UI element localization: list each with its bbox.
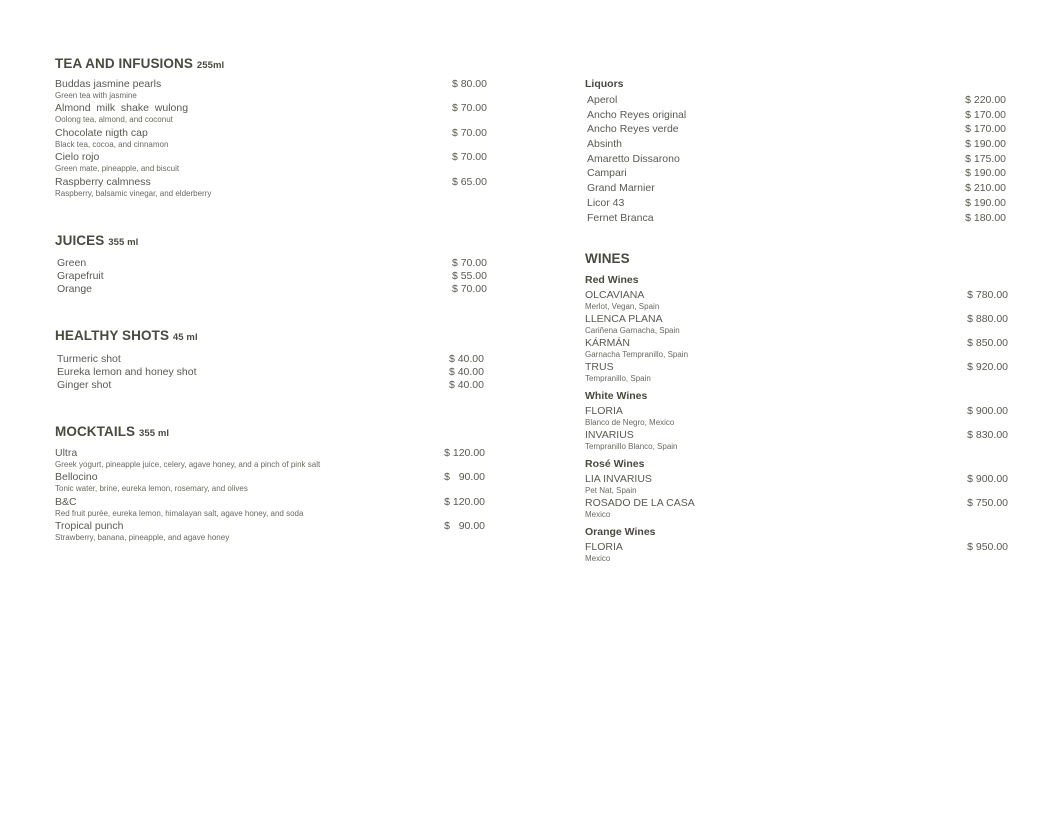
wine-group-label: Rosé Wines (585, 458, 645, 471)
item-name: INVARIUS (585, 429, 634, 442)
item-name: Chocolate nigth cap (55, 126, 148, 139)
menu-item (55, 366, 487, 379)
menu-item (55, 257, 487, 270)
item-description: Strawberry, banana, pineapple, and agave honey (55, 533, 230, 543)
item-price: $ 190.00 (965, 167, 1006, 180)
wine-group-label: White Wines (585, 390, 648, 403)
menu-item (55, 127, 487, 149)
item-name: LIA INVARIUS (585, 473, 652, 486)
liquors-section (585, 78, 1008, 226)
item-price: $ 880.00 (967, 313, 1008, 326)
item-price: $ 220.00 (965, 94, 1006, 106)
item-name: Green (57, 256, 87, 269)
shots-section (55, 327, 487, 393)
wine-group-label: Orange Wines (585, 526, 656, 539)
tea-section-title (55, 55, 487, 75)
menu-item (585, 182, 1008, 197)
item-description: Tempranillo Blanco, Spain (585, 442, 678, 452)
item-price: $ 900.00 (967, 405, 1008, 418)
item-name: LLENCA PLANA (585, 313, 663, 326)
shots-list (55, 353, 487, 393)
liquors-list (585, 94, 1008, 226)
item-price: $ 190.00 (965, 138, 1006, 151)
menu-item (585, 167, 1008, 182)
item-description: Pet Nat, Spain (585, 486, 637, 496)
item-price: $ 850.00 (967, 337, 1008, 350)
item-price: $ 40.00 (448, 379, 484, 392)
item-name: Fernet Branca (587, 211, 654, 224)
menu-item (585, 109, 1008, 124)
juices-section-title (55, 232, 487, 252)
item-name: Ginger shot (57, 379, 112, 392)
item-name: B&C (55, 495, 77, 508)
menu-item (55, 447, 487, 469)
item-name: Campari (587, 167, 627, 180)
item-description: Mexico (585, 554, 611, 564)
menu-item (585, 197, 1008, 212)
wine-item (585, 337, 1008, 359)
item-name: Amaretto Dissarono (587, 152, 680, 165)
wine-item (585, 289, 1008, 311)
item-name: Ancho Reyes original (587, 108, 687, 121)
item-price: $ 180.00 (965, 211, 1006, 224)
liquors-title: Liquors (585, 78, 624, 90)
item-price: $ 65.00 (451, 175, 487, 188)
item-price: $ 920.00 (967, 361, 1008, 374)
wine-item (585, 313, 1008, 335)
item-price: $ 120.00 (444, 446, 485, 459)
item-price: $ 70.00 (451, 126, 487, 139)
item-description: Blanco de Negro, Mexico (585, 418, 675, 428)
shots-title-text: HEALTHY SHOTS (55, 327, 170, 343)
item-name: Orange (57, 283, 93, 296)
item-price: $ 900.00 (967, 473, 1008, 486)
item-name: Absinth (587, 138, 623, 151)
item-name: KÁRMÁN (585, 337, 630, 350)
item-description: Black tea, cocoa, and cinnamon (55, 139, 169, 149)
mocktails-list (55, 447, 487, 543)
tea-unit: 255ml (196, 60, 225, 71)
item-description: Greek yogurt, pineapple juice, celery, agave honey, and a pinch of pink salt (55, 459, 321, 469)
menu-item (585, 153, 1008, 168)
item-name: Cielo rojo (55, 151, 100, 163)
mocktails-section-title (55, 423, 487, 443)
item-price: $ 210.00 (965, 182, 1006, 195)
item-description: Green tea with jasmine (55, 90, 137, 100)
item-name: Almond milk shake wulong (55, 102, 189, 114)
left-column (55, 55, 487, 545)
item-name: FLORIA (585, 541, 623, 554)
item-price: $ 70.00 (451, 256, 487, 269)
menu-item (55, 151, 487, 173)
menu-item (55, 78, 487, 100)
item-name: Turmeric shot (57, 352, 121, 365)
item-price: $ 780.00 (967, 289, 1008, 302)
item-name: Ancho Reyes verde (587, 123, 679, 136)
menu-item (55, 379, 487, 392)
wine-group-label: Red Wines (585, 274, 639, 287)
item-price: $ 40.00 (448, 366, 484, 379)
item-name: Ultra (55, 446, 78, 459)
item-price: $ 70.00 (451, 102, 487, 114)
item-name: Grand Marnier (587, 182, 655, 195)
item-description: Red fruit purée, eureka lemon, himalayan salt, agave honey, and soda (55, 508, 304, 518)
item-description: Tempranillo, Spain (585, 374, 651, 384)
item-price: $ 170.00 (965, 123, 1006, 136)
menu-item (55, 471, 487, 493)
wines-section-title: WINES (585, 251, 630, 267)
item-price: $ 120.00 (444, 495, 485, 508)
item-name: Tropical punch (55, 520, 124, 533)
item-price: $ 175.00 (965, 152, 1006, 165)
menu-item (55, 102, 487, 124)
item-description: Garnacha Tempranillo, Spain (585, 350, 689, 360)
item-name: Aperol (587, 94, 618, 106)
wine-item (585, 497, 1008, 519)
shots-section-title (55, 327, 487, 347)
item-price: $ 90.00 (444, 471, 485, 484)
juices-title-text: JUICES (55, 232, 105, 248)
mocktails-section (55, 423, 487, 543)
item-price: $ 80.00 (451, 77, 487, 90)
item-price: $ 55.00 (451, 269, 487, 282)
wines-section (585, 250, 1008, 563)
menu-item (585, 212, 1008, 227)
menu-item (55, 353, 487, 366)
item-description: Tonic water, brine, eureka lemon, rosemary, and olives (55, 484, 248, 494)
item-name: FLORIA (585, 405, 623, 418)
menu-item (585, 138, 1008, 153)
item-price: $ 830.00 (967, 429, 1008, 442)
item-description: Oolong tea, almond, and coconut (55, 115, 173, 124)
item-description: Raspberry, balsamic vinegar, and elderberry (55, 188, 212, 198)
item-price: $ 950.00 (967, 541, 1008, 554)
item-name: TRUS (585, 361, 614, 374)
wine-item (585, 405, 1008, 427)
juices-unit: 355 ml (108, 236, 139, 248)
item-name: ROSADO DE LA CASA (585, 497, 695, 510)
item-price: $ 70.00 (451, 283, 487, 296)
item-description: Merlot, Vegan, Spain (585, 302, 660, 312)
tea-title-text: TEA AND INFUSIONS (55, 56, 193, 71)
mocktails-title-text: MOCKTAILS (55, 423, 136, 439)
item-description: Cariñena Garnacha, Spain (585, 326, 680, 336)
juices-section (55, 232, 487, 297)
item-price: $ 90.00 (444, 520, 485, 533)
menu-item (55, 496, 487, 518)
item-description: Green mate, pineapple, and biscuit (55, 164, 180, 173)
wine-item (585, 541, 1008, 563)
menu-item (585, 123, 1008, 138)
item-name: OLCAVIANA (585, 289, 645, 302)
item-name: Buddas jasmine pearls (55, 77, 162, 90)
wine-item (585, 361, 1008, 383)
menu-item (55, 176, 487, 198)
item-description: Mexico (585, 510, 611, 520)
shots-unit: 45 ml (172, 331, 198, 343)
item-price: $ 170.00 (965, 108, 1006, 121)
right-column (585, 78, 1008, 563)
item-price: $ 70.00 (451, 151, 487, 163)
item-name: Raspberry calmness (55, 175, 151, 188)
item-price: $ 750.00 (967, 497, 1008, 510)
item-price: $ 40.00 (448, 352, 484, 365)
item-name: Grapefruit (57, 269, 104, 282)
wine-item (585, 429, 1008, 451)
wine-item (585, 473, 1008, 495)
item-name: Eureka lemon and honey shot (57, 366, 197, 379)
juices-list (55, 257, 487, 297)
item-name: Bellocino (55, 471, 98, 484)
item-name: Licor 43 (587, 196, 625, 209)
menu-item (55, 283, 487, 296)
menu-item (585, 94, 1008, 109)
menu-item (55, 270, 487, 283)
item-price: $ 190.00 (965, 196, 1006, 209)
menu-item (55, 520, 487, 542)
tea-section (55, 55, 487, 198)
mocktails-unit: 355 ml (139, 427, 170, 439)
